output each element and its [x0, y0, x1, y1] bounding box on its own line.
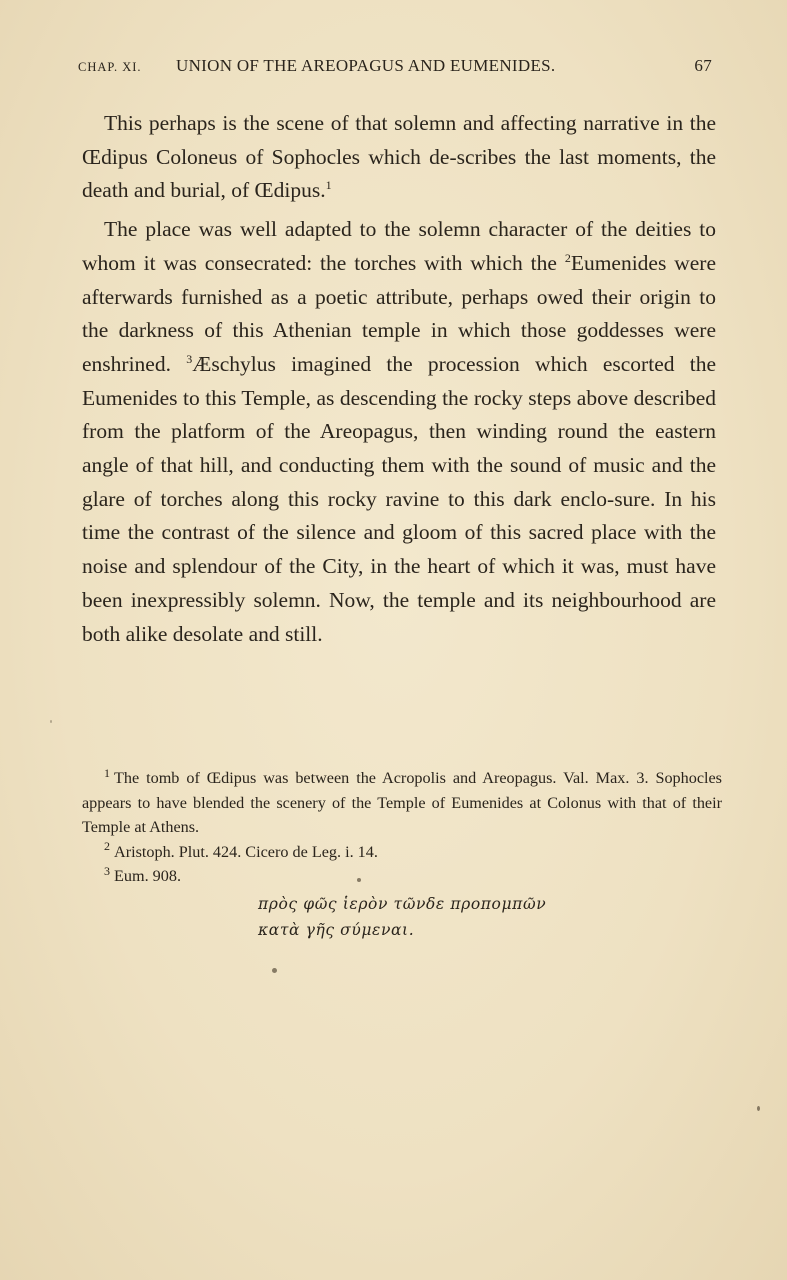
footnote-ref-1: 1 — [325, 178, 332, 193]
paragraph-1-text: This perhaps is the scene of that solemn and affecting narrative in the Œdipus Coloneus of Sophocles which de-scribes the last moments, the death and burial, of Œdipus. — [82, 111, 716, 203]
footnotes — [82, 766, 722, 889]
running-header — [78, 56, 712, 84]
greek-quote-line-2: κατὰ γῆς σύμεναι. — [258, 921, 415, 939]
body-text — [82, 107, 716, 651]
page-number: 67 — [694, 56, 712, 75]
ink-speck — [357, 878, 361, 882]
footnote-1-text: The tomb of Œdipus was between the Acropolis and Areopagus. Val. Max. 3. Sophocles appears to have blended the scenery of the Temple of Eumenides at Colonus with that of their Temple at Athens. — [82, 769, 722, 836]
ink-speck — [50, 720, 52, 723]
footnote-1 — [82, 766, 722, 840]
footnote-2-number: 2 — [104, 839, 110, 854]
paragraph-2-text-a: The place was well adapted to the solemn character of the deities to whom it was consecrated: the torches with which the — [82, 217, 716, 275]
paragraph-2 — [82, 213, 716, 651]
footnote-1-number: 1 — [104, 765, 110, 780]
footnote-3 — [82, 864, 722, 889]
footnote-2 — [82, 840, 722, 865]
paragraph-1 — [82, 107, 716, 208]
paragraph-2-text-b: Eumenides were afterwards furnished as a poetic attribute, perhaps owed their origin to the darkness of this Athenian temple in which those goddesses were enshrined. — [82, 250, 716, 376]
footnote-2-text: Aristoph. Plut. 424. Cicero de Leg. i. 14. — [114, 842, 378, 861]
chapter-label: CHAP. XI. — [78, 60, 142, 74]
ink-speck — [757, 1106, 760, 1111]
paragraph-2-text-c: Æschylus imagined the procession which escorted the Eumenides to this Temple, as descending the rocky steps above described from the platform of the Areopagus, then winding round the eastern angle of that hill, and conducting them with the sound of music and the glare of torches along this rocky ravine to this dark enclo-sure. In his time the contrast of the silence and gloom of this sacred place with the noise and splendour of the City, in the heart of which it was, must have been inexpressibly solemn. Now, the temple and its neighbourhood are both alike desolate and still. — [82, 351, 716, 646]
footnote-3-text: Eum. 908. — [114, 867, 181, 885]
footnote-ref-2: 2 — [564, 250, 571, 265]
footnote-3-number: 3 — [104, 863, 110, 878]
footnote-ref-3: 3 — [186, 351, 193, 366]
ink-speck — [272, 968, 277, 973]
greek-quote-line-1: πρὸς φῶς ἱερὸν τῶνδε προπομπῶν — [258, 895, 547, 913]
running-title: UNION OF THE AREOPAGUS AND EUMENIDES. — [176, 56, 556, 75]
